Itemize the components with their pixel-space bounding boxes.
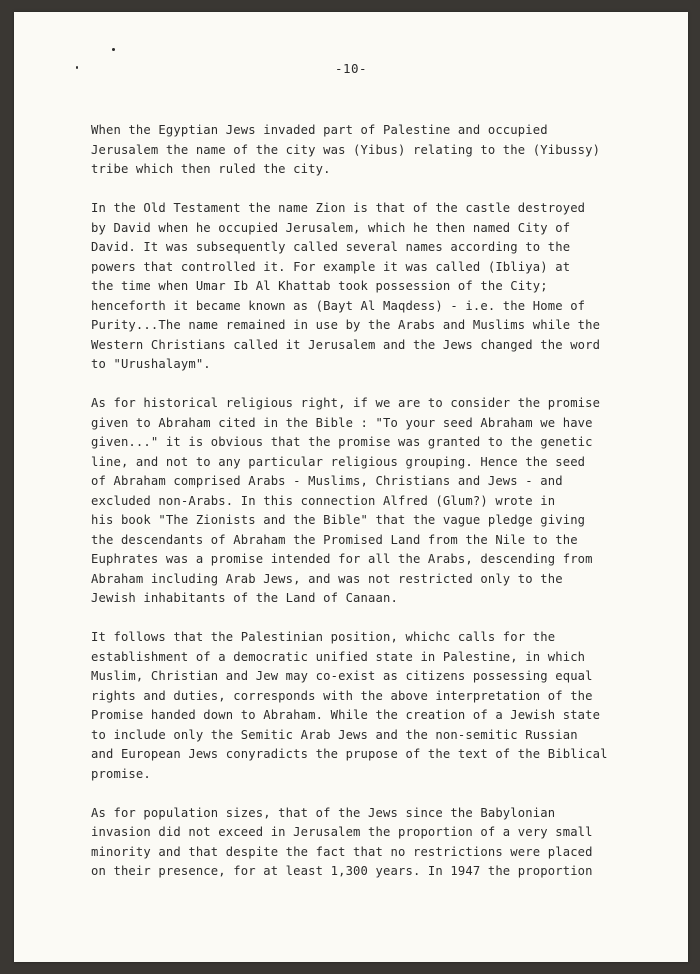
text-line: to "Urushalaym". xyxy=(91,357,211,371)
text-line: excluded non-Arabs. In this connection Alfred (Glum?) wrote in xyxy=(91,493,556,508)
text-line: henceforth it became known as (Bayt Al Maqdess) - i.e. the Home of xyxy=(91,298,586,313)
text-line: and European Jews conyradicts the prupose of the text of the Biblical xyxy=(91,747,608,761)
text-line: Euphrates was a promise intended for all the Arabs, descending from xyxy=(91,552,593,566)
text-line: powers that controlled it. For example it was called (Ibliya) at xyxy=(91,259,571,274)
paragraph-2 xyxy=(91,199,681,375)
text-line: Jerusalem the name of the city was (Yibus) relating to the (Yibussy) xyxy=(91,142,601,157)
text-line: line, and not to any particular religious grouping. Hence the seed xyxy=(91,454,586,469)
text-line: In the Old Testament the name Zion is that of the castle destroyed xyxy=(91,201,586,215)
text-line: When the Egyptian Jews invaded part of Palestine and occupied xyxy=(91,123,548,137)
text-line: tribe which then ruled the city. xyxy=(91,162,331,176)
paragraph-4 xyxy=(91,628,681,784)
text-line: minority and that despite the fact that no restrictions were placed xyxy=(91,844,593,859)
text-line: Promise handed down to Abraham. While the creation of a Jewish state xyxy=(91,708,601,722)
text-line: establishment of a democratic unified state in Palestine, in which xyxy=(91,649,586,664)
text-line: As for population sizes, that of the Jews since the Babylonian xyxy=(91,805,556,820)
text-line: Muslim, Christian and Jew may co-exist as citizens possessing equal xyxy=(91,669,593,683)
text-line: Western Christians called it Jerusalem and the Jews changed the word xyxy=(91,337,601,352)
document-body xyxy=(91,121,681,901)
text-line: It follows that the Palestinian position, whichc calls for the xyxy=(91,630,556,644)
text-line: on their presence, for at least 1,300 years. In 1947 the proportion xyxy=(91,864,593,878)
paragraph-3 xyxy=(91,394,681,609)
text-line: his book "The Zionists and the Bible" that the vague pledge giving xyxy=(91,513,586,527)
document-page xyxy=(14,12,688,962)
paper-speck xyxy=(112,48,115,51)
text-line: given to Abraham cited in the Bible : "To your seed Abraham we have xyxy=(91,415,593,430)
text-line: As for historical religious right, if we are to consider the promise xyxy=(91,396,601,410)
page-number: -10- xyxy=(334,61,368,76)
text-line: Jewish inhabitants of the Land of Canaan. xyxy=(91,591,398,605)
text-line: rights and duties, corresponds with the above interpretation of the xyxy=(91,688,593,703)
paragraph-5 xyxy=(91,804,681,882)
text-line: of Abraham comprised Arabs - Muslims, Christians and Jews - and xyxy=(91,474,563,488)
text-line: by David when he occupied Jerusalem, which he then named City of xyxy=(91,220,571,235)
text-line: given..." it is obvious that the promise was granted to the genetic xyxy=(91,435,593,449)
text-line: Purity...The name remained in use by the Arabs and Muslims while the xyxy=(91,318,601,332)
paragraph-1 xyxy=(91,121,681,180)
text-line: the descendants of Abraham the Promised Land from the Nile to the xyxy=(91,532,578,547)
text-line: the time when Umar Ib Al Khattab took possession of the City; xyxy=(91,279,548,293)
text-line: promise. xyxy=(91,766,151,781)
text-line: invasion did not exceed in Jerusalem the proportion of a very small xyxy=(91,825,593,839)
text-line: Abraham including Arab Jews, and was not restricted only to the xyxy=(91,571,563,586)
text-line: to include only the Semitic Arab Jews and the non-semitic Russian xyxy=(91,727,578,742)
text-line: David. It was subsequently called several names according to the xyxy=(91,240,571,254)
